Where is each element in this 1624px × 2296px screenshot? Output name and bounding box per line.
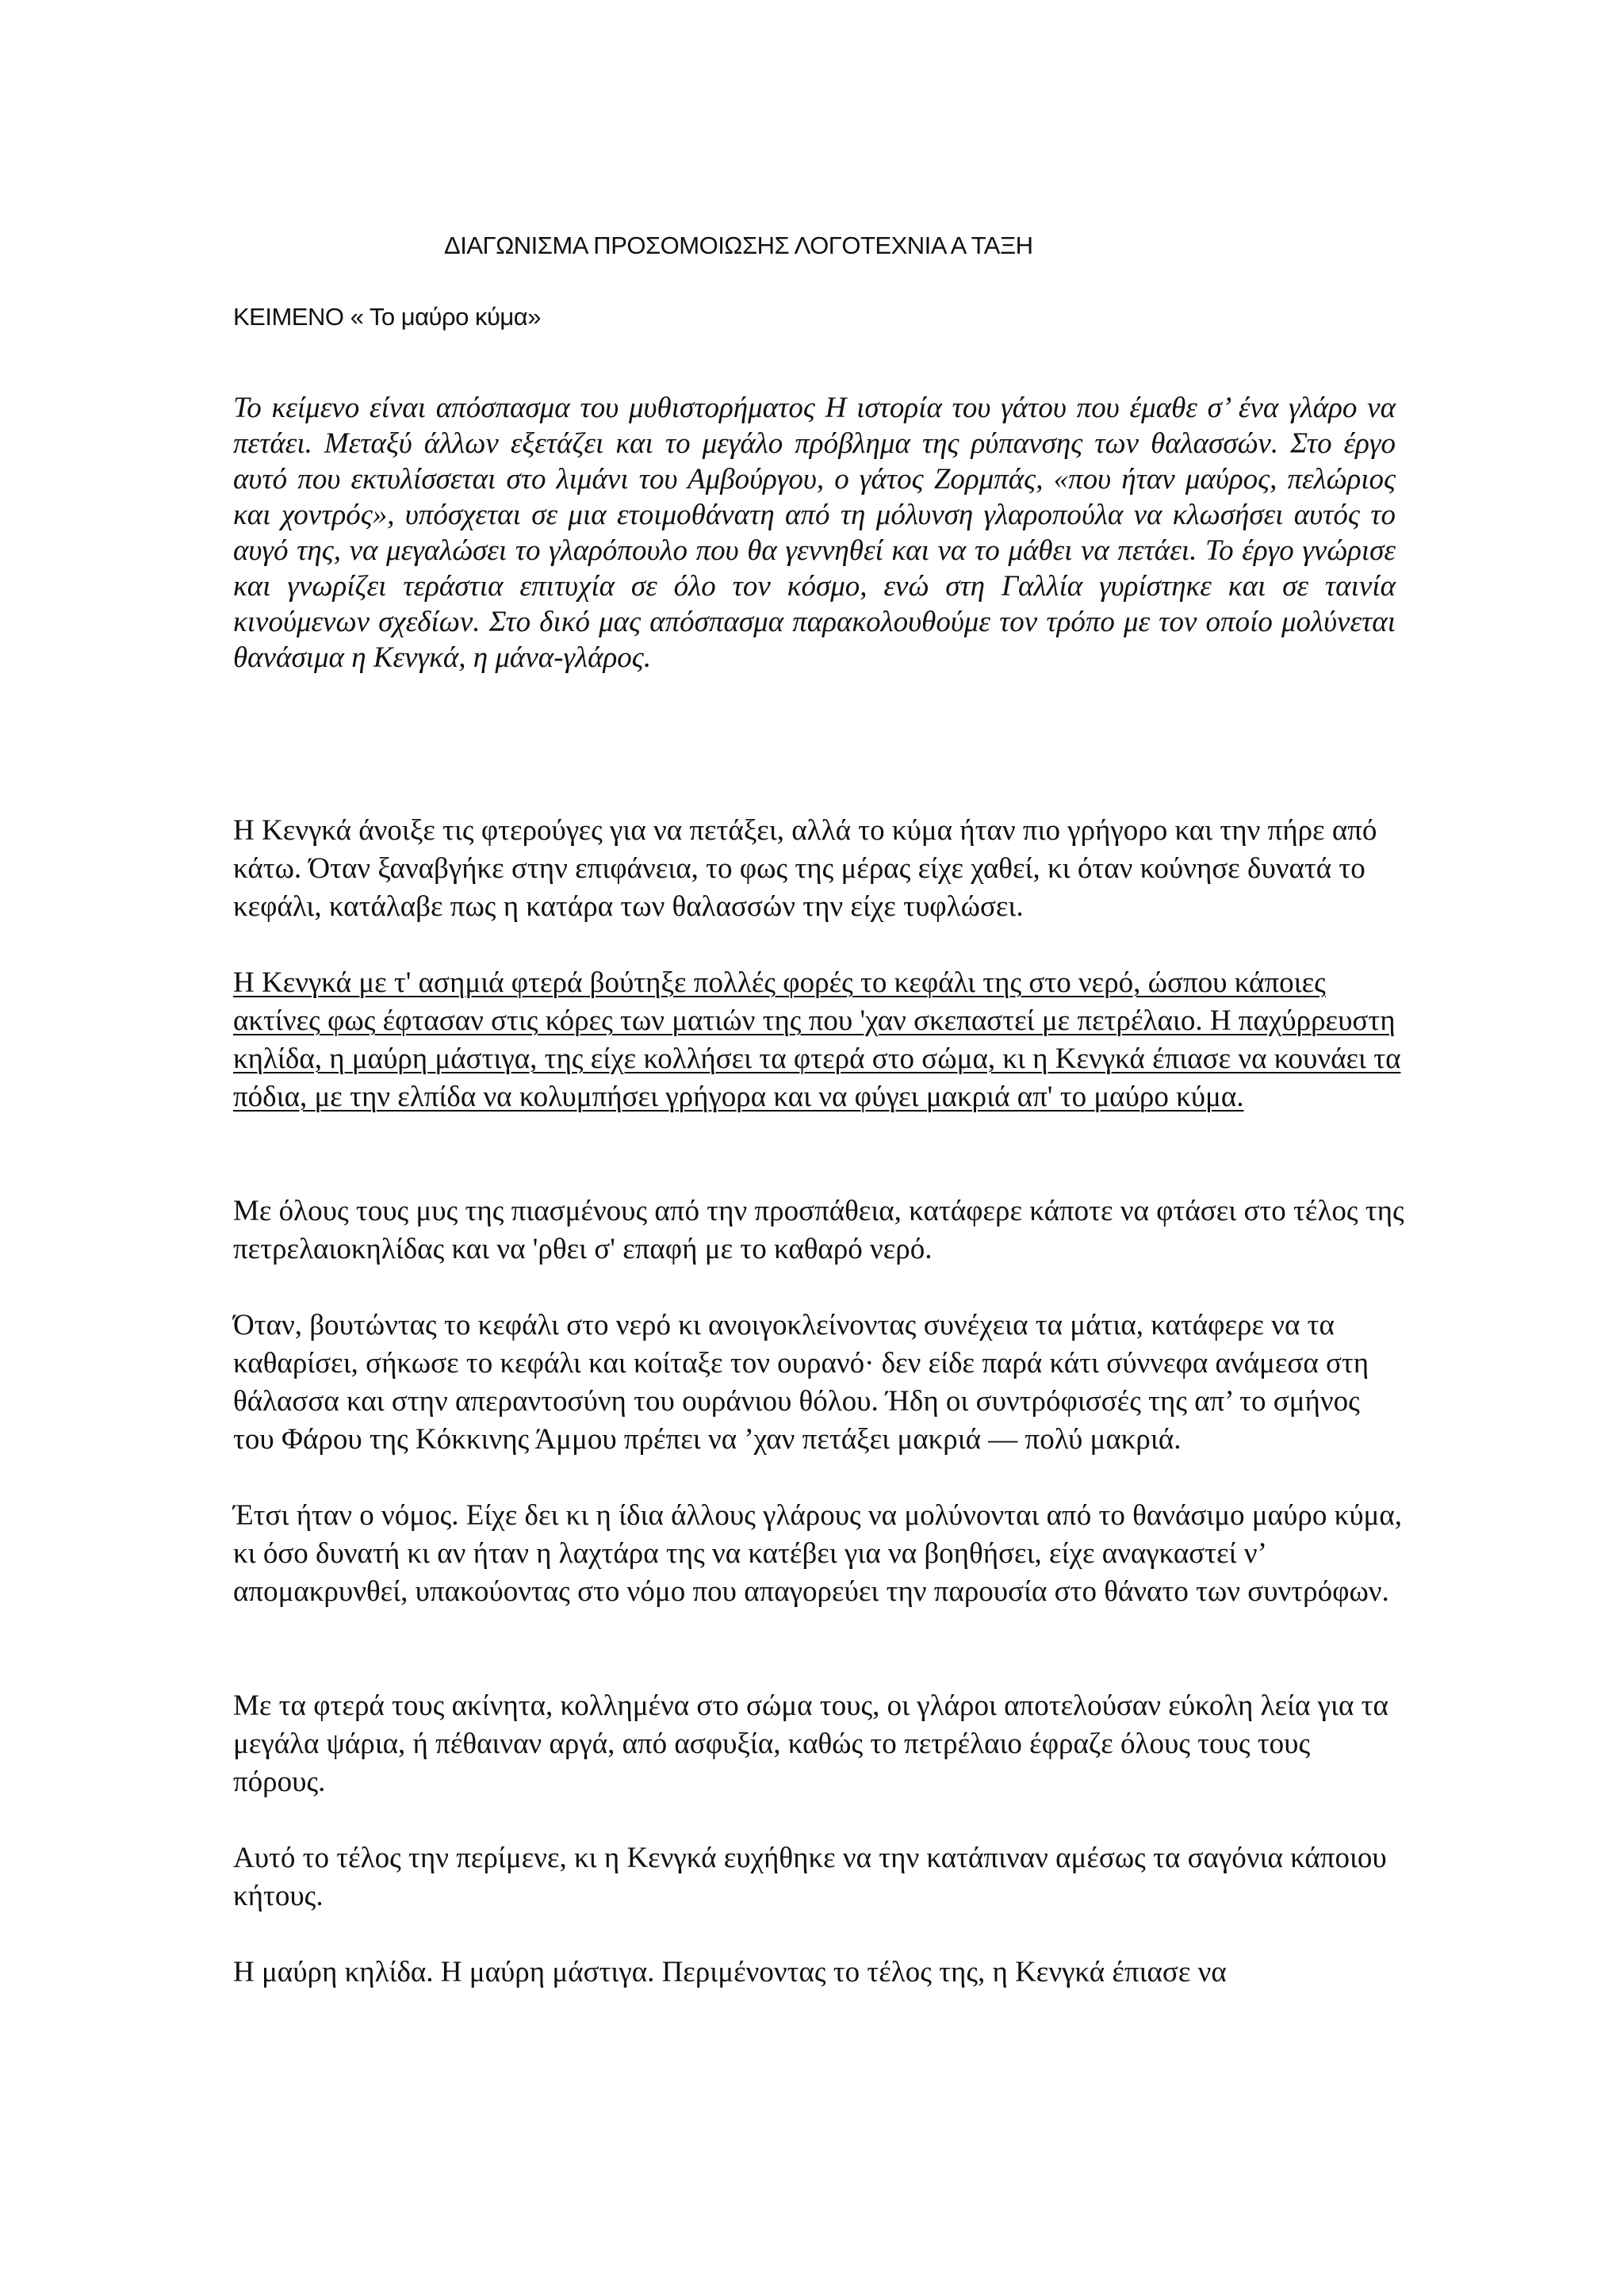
- document-title: ΔΙΑΓΩΝΙΣΜΑ ΠΡΟΣΟΜΟΙΩΣΗΣ ΛΟΓΟΤΕΧΝΙΑ Α ΤΑΞΗ: [444, 232, 1033, 259]
- body-paragraph-1: Η Κενγκά άνοιξε τις φτερούγες για να πετάξει, αλλά το κύμα ήταν πιο γρήγορο και την πήρε από κάτω. Όταν ξαναβγήκε στην επιφάνεια, το φως της μέρας είχε χαθεί, κι όταν κούνησε δυνατά το κεφάλι, κατάλαβε πως η κατάρα των θαλασσών την είχε τυφλώσει.: [233, 814, 1377, 923]
- body-paragraph-3: Με όλους τους μυς της πιασμένους από την προσπάθεια, κατάφερε κάποτε να φτάσει στο τέλος της πετρελαιοκηλίδας και να 'ρθει σ' επαφή με το καθαρό νερό.: [233, 1195, 1404, 1265]
- body-paragraph-4: Όταν, βουτώντας το κεφάλι στο νερό κι ανοιγοκλείνοντας συνέχεια τα μάτια, κατάφερε να τα καθαρίσει, σήκωσε το κεφάλι και κοίταξε τον ουρανό· δεν είδε παρά κάτι σύννεφα ανάμεσα στη θάλασσα και στην απεραντοσύνη του ουράνιου θόλου. Ήδη οι συντρόφισσές της απ’ το σμήνος του Φάρου της Κόκκινης Άμμου πρέπει να ’χαν πετάξει μακριά — πολύ μακριά.: [233, 1309, 1369, 1456]
- intro-paragraph: Το κείμενο είναι απόσπασμα του μυθιστορήματος Η ιστορία του γάτου που έμαθε σ’ ένα γλάρο να πετάει. Μεταξύ άλλων εξετάζει και το μεγάλο πρόβλημα της ρύπανσης των θαλασσών. Στο έργο αυτό που εκτυλίσσεται στο λιμάνι του Αμβούργου, ο γάτος Ζορμπάς, «που ήταν μαύρος, πελώριος και χοντρός», υπόσχεται σε μια ετοιμοθάνατη από τη μόλυνση γλαροπούλα να κλωσήσει αυτός το αυγό της, να μεγαλώσει το γλαρόπουλο που θα γεννηθεί και να το μάθει να πετάει. Το έργο γνώρισε και γνωρίζει τεράστια επιτυχία σε όλο τον κόσμο, ενώ στη Γαλλία γυρίστηκε και σε ταινία κινούμενων σχεδίων. Στο δικό μας απόσπασμα παρακολουθούμε τον τρόπο με τον οποίο μολύνεται θανάσιμα η Κενγκά, η μάνα-γλάρος.: [233, 392, 1396, 674]
- body-paragraph-2-underlined: Η Κενγκά με τ' ασημιά φτερά βούτηξε πολλές φορές το κεφάλι της στο νερό, ώσπου κάποιες ακτίνες φως έφτασαν στις κόρες των ματιών της που 'χαν σκεπαστεί με πετρέλαιο. Η παχύρρευστη κηλίδα, η μαύρη μάστιγα, της είχε κολλήσει τα φτερά στο σώμα, κι η Κενγκά έπιασε να κουνάει τα πόδια, με την ελπίδα να κολυμπήσει γρήγορα και να φύγει μακριά απ' το μαύρο κύμα.: [233, 966, 1401, 1113]
- body-paragraph-7: Αυτό το τέλος την περίμενε, κι η Κενγκά ευχήθηκε να την κατάπιναν αμέσως τα σαγόνια κάποιου κήτους.: [233, 1842, 1387, 1912]
- body-paragraph-5: Έτσι ήταν ο νόμος. Είχε δει κι η ίδια άλλους γλάρους να μολύνονται από το θανάσιμο μαύρο κύμα, κι όσο δυνατή κι αν ήταν η λαχτάρα της να κατέβει για να βοηθήσει, είχε αναγκαστεί ν’ απομακρυνθεί, υπακούοντας στο νόμο που απαγορεύει την παρουσία στο θάνατο των συντρόφων.: [233, 1499, 1403, 1608]
- text-heading: ΚΕΙΜΕΝΟ « Το μαύρο κύμα»: [233, 303, 541, 331]
- body-paragraph-8: Η μαύρη κηλίδα. Η μαύρη μάστιγα. Περιμένοντας το τέλος της, η Κενγκά έπιασε να: [233, 1956, 1227, 1988]
- body-paragraph-6: Με τα φτερά τους ακίνητα, κολλημένα στο σώμα τους, οι γλάροι αποτελούσαν εύκολη λεία για τα μεγάλα ψάρια, ή πέθαιναν αργά, από ασφυξία, καθώς το πετρέλαιο έφραζε όλους τους τους πόρους.: [233, 1689, 1388, 1798]
